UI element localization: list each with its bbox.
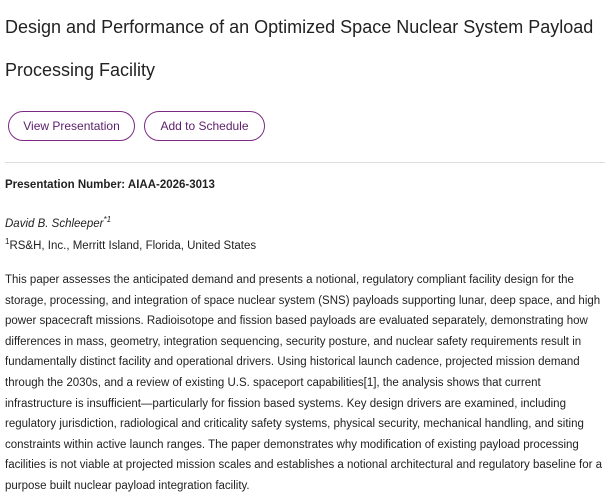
- section-divider: [5, 162, 605, 163]
- affiliation-marker: 1: [5, 237, 10, 246]
- view-presentation-button[interactable]: View Presentation: [8, 111, 135, 141]
- presentation-number: Presentation Number: AIAA-2026-3013: [5, 179, 215, 191]
- add-to-schedule-button[interactable]: Add to Schedule: [144, 111, 265, 141]
- affiliation-line: [5, 237, 256, 252]
- affiliation-text: RS&H, Inc., Merritt Island, Florida, United States: [9, 239, 257, 252]
- abstract-text: This paper assesses the anticipated demand and presents a notional, regulatory compliant facility design for the storage, processing, and integration of space nuclear system (SNS) payloads supporting lunar, deep space, and high power spacecraft missions. Radioisotope and fission based payloads are evaluated separately, demonstrating how differences in mass, geometry, integration sequencing, security posture, and nuclear safety requirements result in fundamentally distinct facility and operational drivers. Using historical launch cadence, projected mission demand through the 2030s, and a review of existing U.S. spaceport capabilities[1], the analysis shows that current infrastructure is insufficient—particularly for fission based systems. Key design drivers are examined, including regulatory jurisdiction, radiological and criticality safety systems, physical security, mechanical handling, and siting constraints within active launch ranges. The paper demonstrates why modification of existing payload processing facilities is not viable at projected mission scales and establishes a notional architectural and regulatory baseline for a purpose built nuclear payload integration facility.: [5, 274, 603, 492]
- author-line: [5, 215, 111, 230]
- paper-title: Design and Performance of an Optimized Space Nuclear System Payload Processing Facility: [5, 17, 594, 80]
- author-name: David B. Schleeper: [5, 217, 104, 230]
- author-marker: *1: [103, 215, 112, 224]
